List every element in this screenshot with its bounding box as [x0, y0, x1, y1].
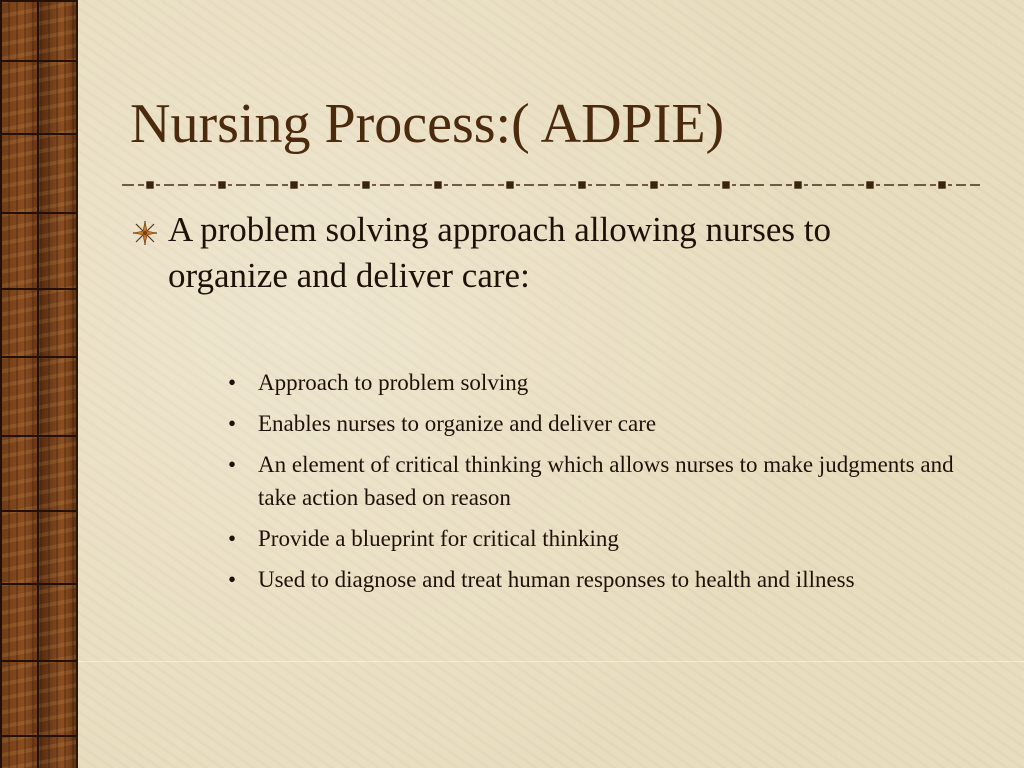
- sidebar-line: [0, 60, 78, 62]
- sidebar-line: [0, 212, 78, 214]
- compass-star-icon: [132, 220, 158, 246]
- sidebar-line: [0, 133, 78, 135]
- sidebar-line: [0, 583, 78, 585]
- wood-sidebar: [0, 0, 78, 768]
- sidebar-line: [37, 0, 39, 768]
- main-bullet-text: A problem solving approach allowing nurses to organize and deliver care:: [168, 210, 831, 295]
- bottom-rule: [78, 661, 1024, 662]
- list-item: [228, 407, 968, 440]
- list-item-text: Used to diagnose and treat human responses to health and illness: [258, 567, 855, 592]
- list-item: [228, 522, 968, 555]
- list-item: [228, 448, 968, 514]
- sidebar-line: [0, 660, 78, 662]
- list-item-text: Provide a blueprint for critical thinking: [258, 526, 619, 551]
- bullet-dot: •: [228, 526, 237, 551]
- bullet-dot: •: [228, 567, 237, 592]
- bullet-dot: •: [228, 411, 237, 436]
- list-item-text: Enables nurses to organize and deliver care: [258, 411, 657, 436]
- sidebar-line: [0, 356, 78, 358]
- bullet-dot: •: [228, 370, 237, 395]
- list-item-text: An element of critical thinking which allows nurses to make judgments and take action based on reason: [258, 452, 954, 510]
- list-item: [228, 563, 968, 596]
- list-item-text: Approach to problem solving: [258, 370, 529, 395]
- sidebar-edge: [76, 0, 78, 768]
- sidebar-line: [0, 0, 2, 768]
- sidebar-line: [0, 735, 78, 737]
- bullet-dot: •: [228, 452, 237, 477]
- sidebar-line: [0, 435, 78, 437]
- slide-title: Nursing Process:( ADPIE): [130, 93, 725, 155]
- dash-dot-divider: [120, 178, 992, 192]
- sidebar-line: [0, 288, 78, 290]
- sub-bullet-list: [228, 366, 968, 604]
- sidebar-line: [0, 0, 78, 2]
- sidebar-line: [0, 510, 78, 512]
- list-item: [228, 366, 968, 399]
